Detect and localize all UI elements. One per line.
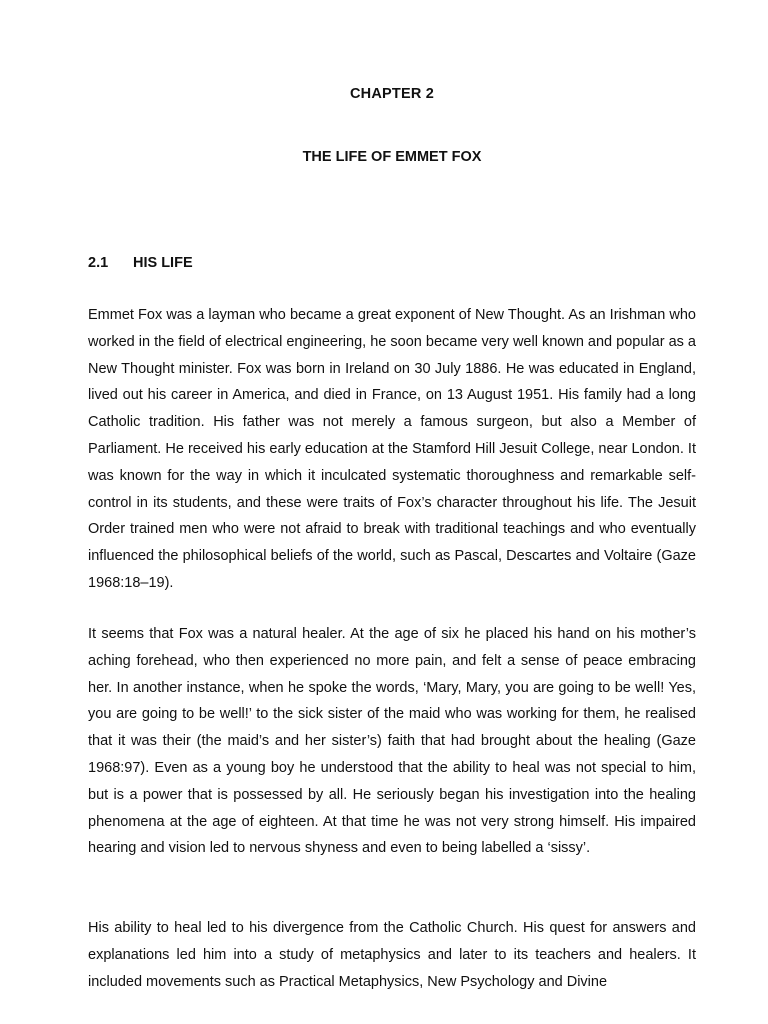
paragraph: His ability to heal led to his divergence from the Catholic Church. His quest for answers and explanations led him into a study of metaphysics and later to its teachers and healers. It included movements such as Practical Metaphysics, New Psychology and Divine: [88, 920, 696, 990]
paragraph: It seems that Fox was a natural healer. At the age of six he placed his hand on his mother’s aching forehead, who then experienced no more pain, and felt a sense of peace embracing her. In another instance, when he spoke the words, ‘Mary, Mary, you are going to be well! Yes, you are going to be well!’ to the sick sister of the maid who was working for them, he realised that it was their (the maid’s and her sister’s) faith that had brought about the healing (Gaze 1968:97). Even as a young boy he understood that the ability to heal was not special to him, but is a power that is possessed by all. He seriously began his investigation into the healing phenomena at the age of eighteen. At that time he was not very strong himself. His impaired hearing and vision led to nervous shyness and even to being labelled a ‘sissy’.: [88, 626, 696, 857]
chapter-label: CHAPTER 2: [350, 86, 434, 102]
chapter-title: THE LIFE OF EMMET FOX: [302, 149, 482, 165]
section-number: 2.1: [88, 255, 109, 271]
paragraph: Emmet Fox was a layman who became a great exponent of New Thought. As an Irishman who worked in the field of electrical engineering, he soon became very well known and popular as a New Thought minister. Fox was born in Ireland on 30 July 1886. He was educated in England, lived out his career in America, and died in France, on 13 August 1951. His family had a long Catholic tradition. His father was not merely a famous surgeon, but also a Member of Parliament. He received his early education at the Stamford Hill Jesuit College, near London. It was known for the way in which it inculcated systematic thoroughness and remarkable self-control in its students, and these were traits of Fox’s character throughout his life. The Jesuit Order trained men who were not afraid to break with traditional teachings and who eventually influenced the philosophical beliefs of the world, such as Pascal, Descartes and Voltaire (Gaze 1968:18–19).: [88, 307, 696, 591]
section-title: HIS LIFE: [133, 255, 193, 271]
section-heading: [88, 255, 193, 271]
